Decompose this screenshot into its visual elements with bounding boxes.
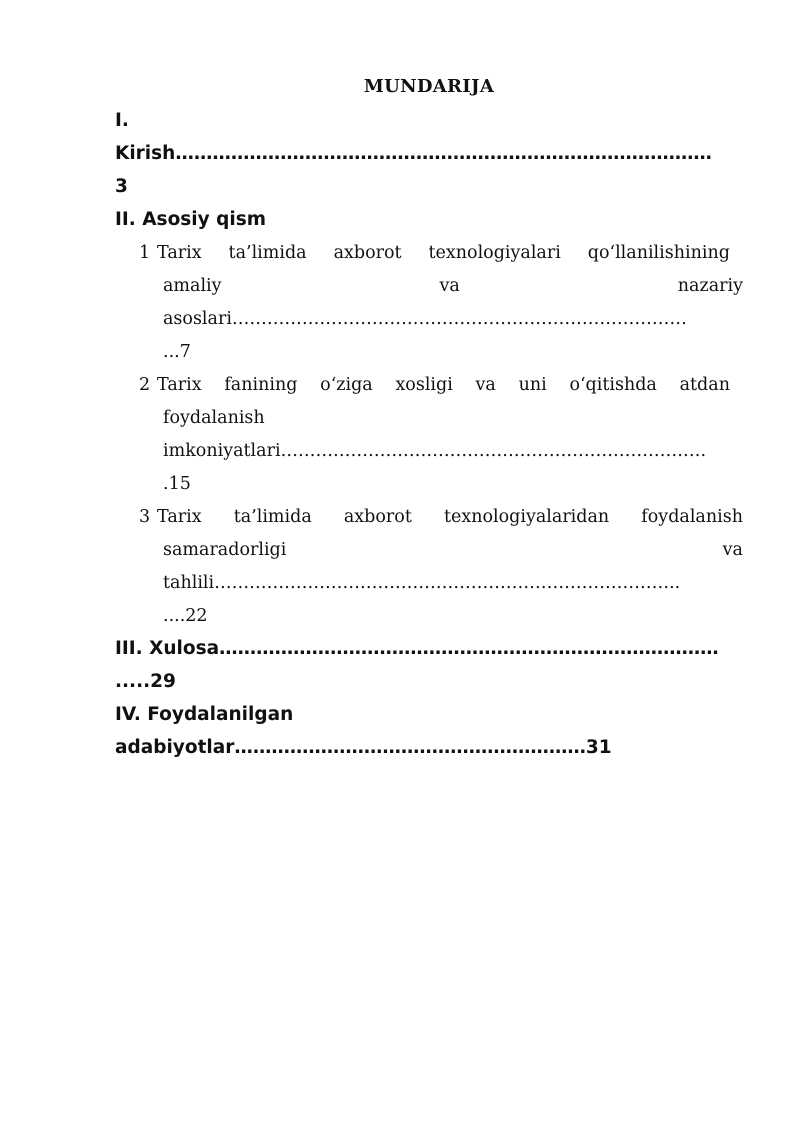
toc-word: amaliy (163, 276, 222, 296)
toc-item-3-number: 3 (139, 507, 151, 527)
toc-word: va (475, 375, 496, 395)
toc-word: uni (518, 375, 547, 395)
toc-word: Tarix (157, 243, 202, 263)
toc-item-1-line-1 (157, 241, 730, 265)
toc-word: axborot (343, 507, 412, 527)
toc-word: nazariy (677, 276, 743, 296)
toc-item-2-line-1 (157, 373, 730, 397)
toc-word: foydalanish (641, 507, 743, 527)
toc-conclusion-page: .....29 (115, 671, 176, 692)
toc-item-2-line-3: imkoniyatlari………………………………………………………………. (163, 441, 707, 461)
toc-word: qo‘llanilishining (587, 243, 730, 263)
toc-word: texnologiyalaridan (443, 507, 610, 527)
toc-word: Tarix (157, 375, 202, 395)
toc-item-2-line-2: foydalanish (163, 408, 265, 428)
toc-word: va (722, 540, 743, 560)
toc-word: samaradorligi (163, 540, 287, 560)
toc-word: ta’limida (233, 507, 312, 527)
toc-references-entry: adabiyotlar…………………………………………………31 (115, 737, 612, 758)
toc-item-1-line-2 (163, 274, 743, 298)
toc-item-1-page: ...7 (163, 342, 191, 362)
toc-word: fanining (224, 375, 298, 395)
toc-intro-entry: Kirish…………………………………………………………………………… (115, 143, 712, 164)
toc-intro-page: 3 (115, 176, 128, 197)
toc-word: o‘ziga (320, 375, 373, 395)
toc-item-3-line-1 (157, 505, 743, 529)
toc-item-2-number: 2 (139, 375, 151, 395)
toc-item-1-line-3: asoslari…………………………………………………………………… (163, 309, 687, 329)
toc-word: o‘qitishda (569, 375, 657, 395)
toc-item-3-line-3: tahlili…………………………………………………………………….. (163, 573, 681, 593)
toc-word: xosligi (395, 375, 453, 395)
toc-item-3-page: ....22 (163, 606, 208, 626)
toc-intro-number: I. (115, 110, 129, 131)
toc-item-1-number: 1 (139, 243, 151, 263)
toc-word: atdan (679, 375, 730, 395)
toc-word: va (439, 276, 460, 296)
toc-item-2-page: .15 (163, 474, 191, 494)
toc-word: ta’limida (228, 243, 307, 263)
toc-references-title: IV. Foydalanilgan (115, 704, 294, 725)
toc-item-3-line-2 (163, 538, 743, 562)
toc-word: axborot (333, 243, 402, 263)
toc-conclusion-entry: III. Xulosa……………………………………………………………………… (115, 638, 719, 659)
toc-main-heading: II. Asosiy qism (115, 209, 266, 230)
toc-word: Tarix (157, 507, 202, 527)
toc-word: texnologiyalari (428, 243, 561, 263)
document-title: MUNDARIJA (363, 76, 495, 97)
